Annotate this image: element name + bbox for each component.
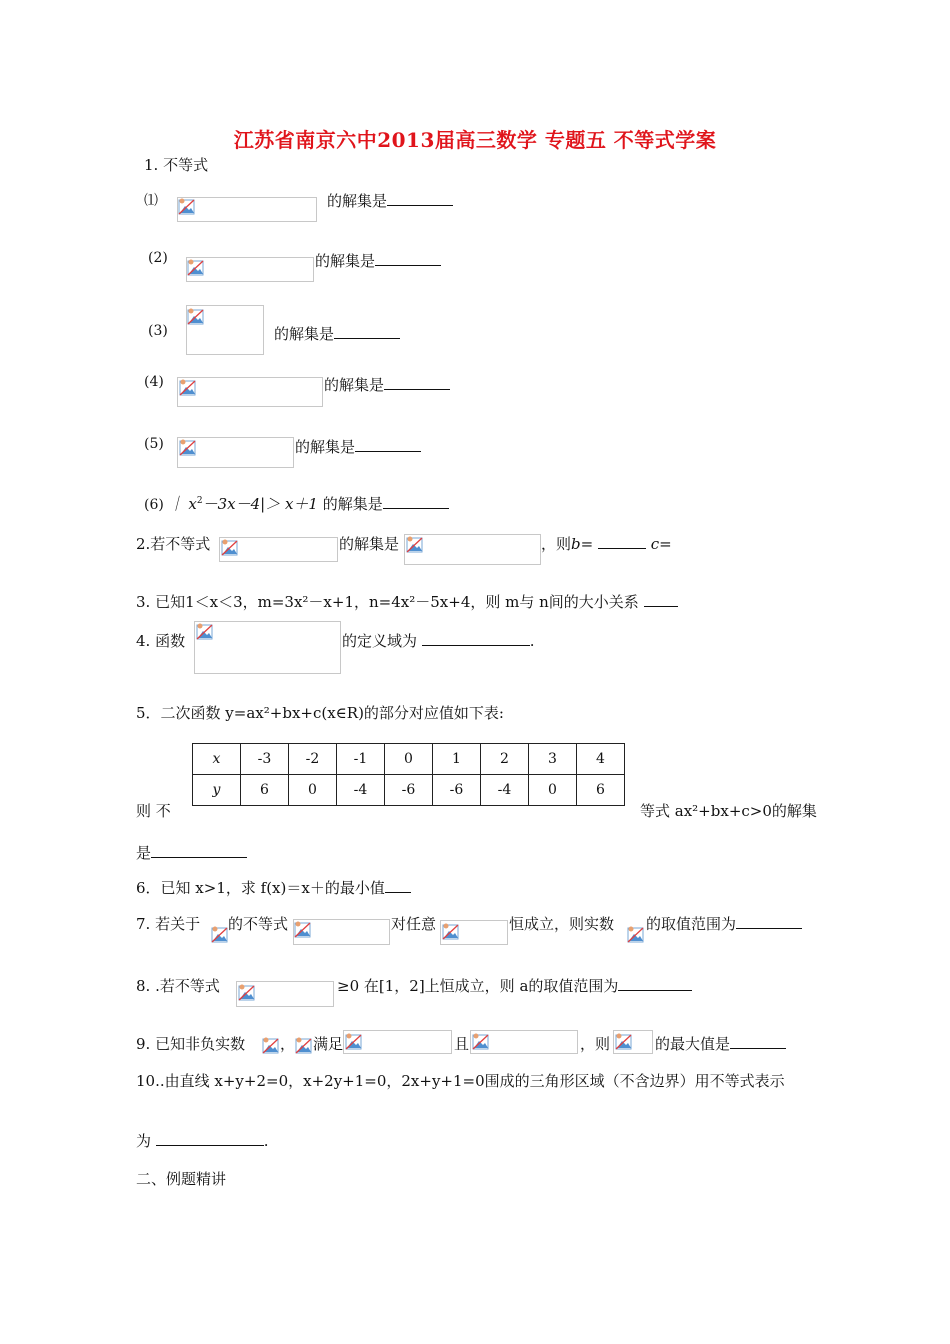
table-cell: 1 bbox=[433, 744, 481, 775]
table-row bbox=[193, 775, 625, 806]
table-header: y bbox=[193, 775, 241, 806]
q2-text-a: 2.若不等式 bbox=[136, 535, 211, 553]
item-text: 的解集是 bbox=[315, 252, 376, 270]
q7-text-d: 恒成立，则实数 bbox=[509, 915, 615, 933]
item-text: 的解集是 bbox=[274, 325, 335, 343]
table-cell: -2 bbox=[289, 744, 337, 775]
item-number: (6) bbox=[144, 497, 164, 513]
section2-heading: 二、例题精讲 bbox=[136, 1170, 227, 1188]
table-cell: 0 bbox=[385, 744, 433, 775]
table-header: x bbox=[193, 744, 241, 775]
q4-text-b: 的定义域为 bbox=[342, 632, 418, 650]
item-number: (4) bbox=[144, 374, 164, 390]
item-text: 的解集是 bbox=[295, 438, 356, 456]
broken-image-icon bbox=[294, 920, 312, 938]
q2-var-c: c= bbox=[650, 535, 672, 553]
broken-image-icon bbox=[211, 925, 229, 943]
q5-line2: 是 bbox=[136, 844, 152, 862]
q9-text-b: 满足 bbox=[313, 1035, 344, 1053]
broken-image-icon bbox=[406, 535, 424, 553]
q8-text-a: 8. .若不等式 bbox=[136, 977, 220, 995]
section1-heading: 1. 不等式 bbox=[144, 156, 209, 174]
broken-image-icon bbox=[627, 925, 645, 943]
broken-image-icon bbox=[179, 378, 197, 396]
item-expression: －3x－4|＞ x＋1 bbox=[202, 495, 318, 513]
q7-text-b: 的不等式 bbox=[228, 915, 289, 933]
q10-line2: 为 bbox=[136, 1132, 152, 1150]
table-cell: 6 bbox=[241, 775, 289, 806]
broken-image-icon bbox=[187, 258, 205, 276]
table-cell: 6 bbox=[577, 775, 625, 806]
q4-text-a: 4. 函数 bbox=[136, 632, 186, 650]
q7-text-c: 对任意 bbox=[391, 915, 437, 933]
table-cell: -4 bbox=[337, 775, 385, 806]
broken-image-icon bbox=[295, 1036, 313, 1054]
table-cell: -3 bbox=[241, 744, 289, 775]
q9-sep: ， bbox=[280, 1035, 296, 1053]
formula-image bbox=[177, 377, 323, 407]
q2-text-b: 的解集是 bbox=[339, 535, 400, 553]
q9-text-c: 且 bbox=[454, 1035, 470, 1053]
broken-image-icon bbox=[262, 1036, 280, 1054]
broken-image-icon bbox=[345, 1032, 363, 1050]
q9-text-d: ，则 bbox=[580, 1035, 611, 1053]
broken-image-icon bbox=[179, 438, 197, 456]
table-cell: 4 bbox=[577, 744, 625, 775]
formula-image bbox=[404, 534, 541, 565]
table-cell: -1 bbox=[337, 744, 385, 775]
broken-image-icon bbox=[187, 307, 205, 325]
q5-left-text: 则 不 bbox=[136, 802, 171, 820]
item-number: ⑴ bbox=[144, 193, 158, 209]
q7-text-e: 的取值范围为 bbox=[646, 915, 737, 933]
broken-image-icon bbox=[221, 538, 239, 556]
item-expression: ｜ x bbox=[168, 495, 197, 513]
page-title: 江苏省南京六中2013届高三数学 专题五 不等式学案 bbox=[233, 128, 717, 152]
broken-image-icon bbox=[178, 197, 196, 215]
value-table bbox=[192, 743, 625, 806]
table-row bbox=[193, 744, 625, 775]
broken-image-icon bbox=[238, 983, 256, 1001]
table-cell: 3 bbox=[529, 744, 577, 775]
q4-end: . bbox=[529, 632, 535, 650]
q5-text: 5．二次函数 y=ax²+bx+c(x∈R)的部分对应值如下表: bbox=[136, 704, 504, 722]
table-cell: -6 bbox=[433, 775, 481, 806]
q3-text: 3. 已知1＜x＜3，m=3x²－x+1，n=4x²－5x+4，则 m与 n间的大小关系 bbox=[136, 593, 639, 611]
q10-text: 10..由直线 x+y+2=0，x+2y+1=0，2x+y+1=0围成的三角形区域（不含边界）用不等式表示 bbox=[136, 1072, 785, 1090]
table-cell: 2 bbox=[481, 744, 529, 775]
q5-right-text: 等式 ax²+bx+c>0的解集 bbox=[640, 802, 817, 820]
q6-text: 6．已知 x>1，求 f(x)＝x＋的最小值 bbox=[136, 879, 385, 897]
formula-image bbox=[194, 621, 341, 674]
q2-text-c: ，则 bbox=[541, 535, 572, 553]
formula-image bbox=[177, 197, 317, 222]
q8-text-b: ≥0 在[1，2]上恒成立，则 a的取值范围为 bbox=[337, 977, 619, 995]
item-number: (2) bbox=[148, 250, 168, 266]
table-cell: -6 bbox=[385, 775, 433, 806]
q2-var-b: b= bbox=[571, 535, 594, 553]
q9-text-a: 9. 已知非负实数 bbox=[136, 1035, 246, 1053]
table-cell: 0 bbox=[529, 775, 577, 806]
broken-image-icon bbox=[442, 922, 460, 940]
broken-image-icon bbox=[472, 1032, 490, 1050]
item-text: 的解集是 bbox=[324, 376, 385, 394]
item-number: (5) bbox=[144, 436, 164, 452]
table-cell: 0 bbox=[289, 775, 337, 806]
formula-image bbox=[186, 257, 314, 282]
q10-end: . bbox=[263, 1132, 269, 1150]
item-number: (3) bbox=[148, 323, 168, 339]
table-cell: -4 bbox=[481, 775, 529, 806]
broken-image-icon bbox=[196, 622, 214, 640]
q7-text-a: 7. 若关于 bbox=[136, 915, 201, 933]
broken-image-icon bbox=[615, 1032, 633, 1050]
item-text: 的解集是 bbox=[327, 192, 388, 210]
q9-text-e: 的最大值是 bbox=[655, 1035, 731, 1053]
item-text: 的解集是 bbox=[322, 495, 383, 513]
